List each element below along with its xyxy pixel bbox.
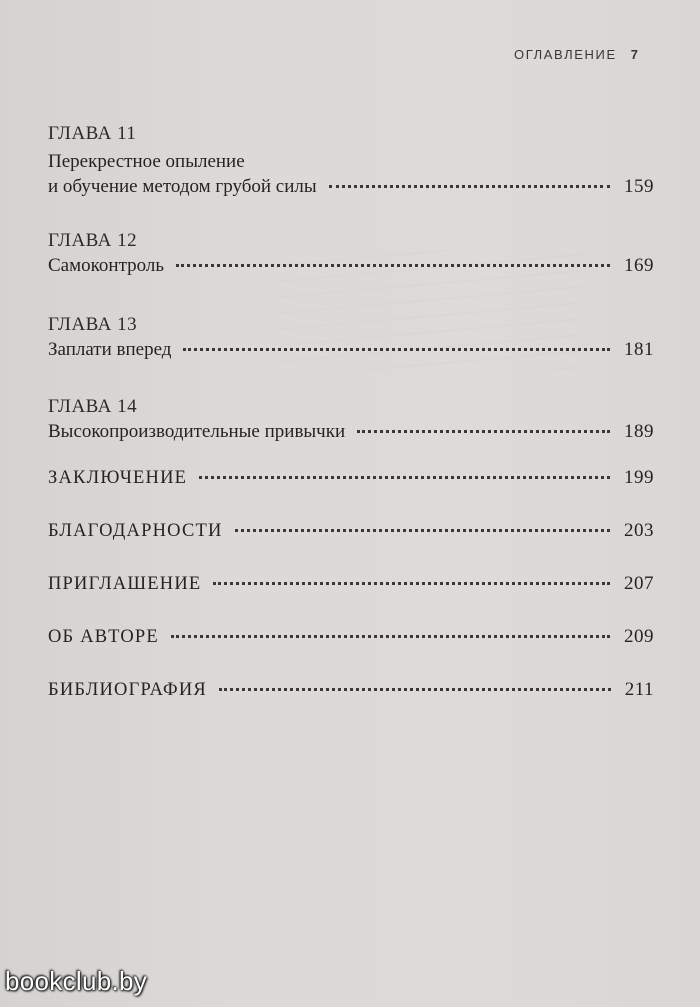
toc-entry-about-author[interactable]: [48, 624, 654, 650]
toc-line: [48, 337, 654, 362]
toc-line: [48, 677, 654, 703]
toc-entry-chapter-12[interactable]: [48, 230, 654, 278]
dot-leader: [199, 476, 610, 479]
chapter-title: Самоконтроль: [48, 255, 164, 276]
toc-line: [48, 571, 654, 597]
section-title: ОГЛАВЛЕНИЕ: [514, 47, 617, 62]
chapter-title: Высокопроизводительные привычки: [48, 421, 346, 442]
page-ref: 199: [624, 467, 654, 488]
toc-entry-acknowledgements[interactable]: [48, 518, 654, 544]
chapter-label: ГЛАВА 12: [48, 230, 138, 251]
dot-leader: [329, 185, 610, 188]
page-ref: 211: [624, 679, 654, 700]
dot-leader: [171, 635, 610, 638]
chapter-label: ГЛАВА 11: [48, 123, 137, 144]
toc-line: [48, 624, 654, 650]
chapter-label: ГЛАВА 13: [48, 314, 138, 335]
section-title: БИБЛИОГРАФИЯ: [48, 680, 207, 700]
toc-entry-chapter-14[interactable]: [48, 396, 654, 444]
page-ref: 169: [624, 255, 654, 276]
page-ref: 189: [624, 421, 654, 442]
toc-line: [48, 253, 654, 278]
toc-line: [48, 419, 654, 444]
page-ref: 209: [624, 626, 654, 647]
dot-leader: [213, 582, 610, 585]
dot-leader: [183, 348, 610, 351]
section-title: ОБ АВТОРЕ: [48, 627, 159, 647]
toc-entry-chapter-13[interactable]: [48, 314, 654, 362]
chapter-label: ГЛАВА 14: [48, 396, 138, 417]
toc-line: [48, 518, 654, 544]
page-ref: 203: [624, 520, 654, 541]
toc-entry-conclusion[interactable]: [48, 465, 654, 491]
chapter-title: Заплати вперед: [48, 339, 172, 360]
toc-line: [48, 465, 654, 491]
section-title: ПРИГЛАШЕНИЕ: [48, 574, 202, 594]
section-title: ЗАКЛЮЧЕНИЕ: [48, 468, 188, 488]
dot-leader: [219, 688, 611, 691]
toc-entry-chapter-11[interactable]: [48, 123, 654, 199]
site-watermark: bookclub.by: [5, 966, 148, 996]
page-ref: 181: [624, 339, 654, 360]
dot-leader: [176, 264, 610, 267]
toc-line: [48, 174, 654, 199]
chapter-title-line-2: и обучение методом грубой силы: [48, 176, 317, 197]
chapter-title-line-1: Перекрестное опыление: [48, 151, 245, 172]
running-head: [514, 47, 638, 62]
toc-entry-bibliography[interactable]: [48, 677, 654, 703]
section-title: БЛАГОДАРНОСТИ: [48, 521, 223, 541]
page-ref: 159: [624, 176, 654, 197]
dot-leader: [357, 430, 610, 433]
toc-entry-invitation[interactable]: [48, 571, 654, 597]
dot-leader: [235, 529, 610, 532]
page-number: 7: [630, 47, 638, 62]
page-ref: 207: [624, 573, 654, 594]
